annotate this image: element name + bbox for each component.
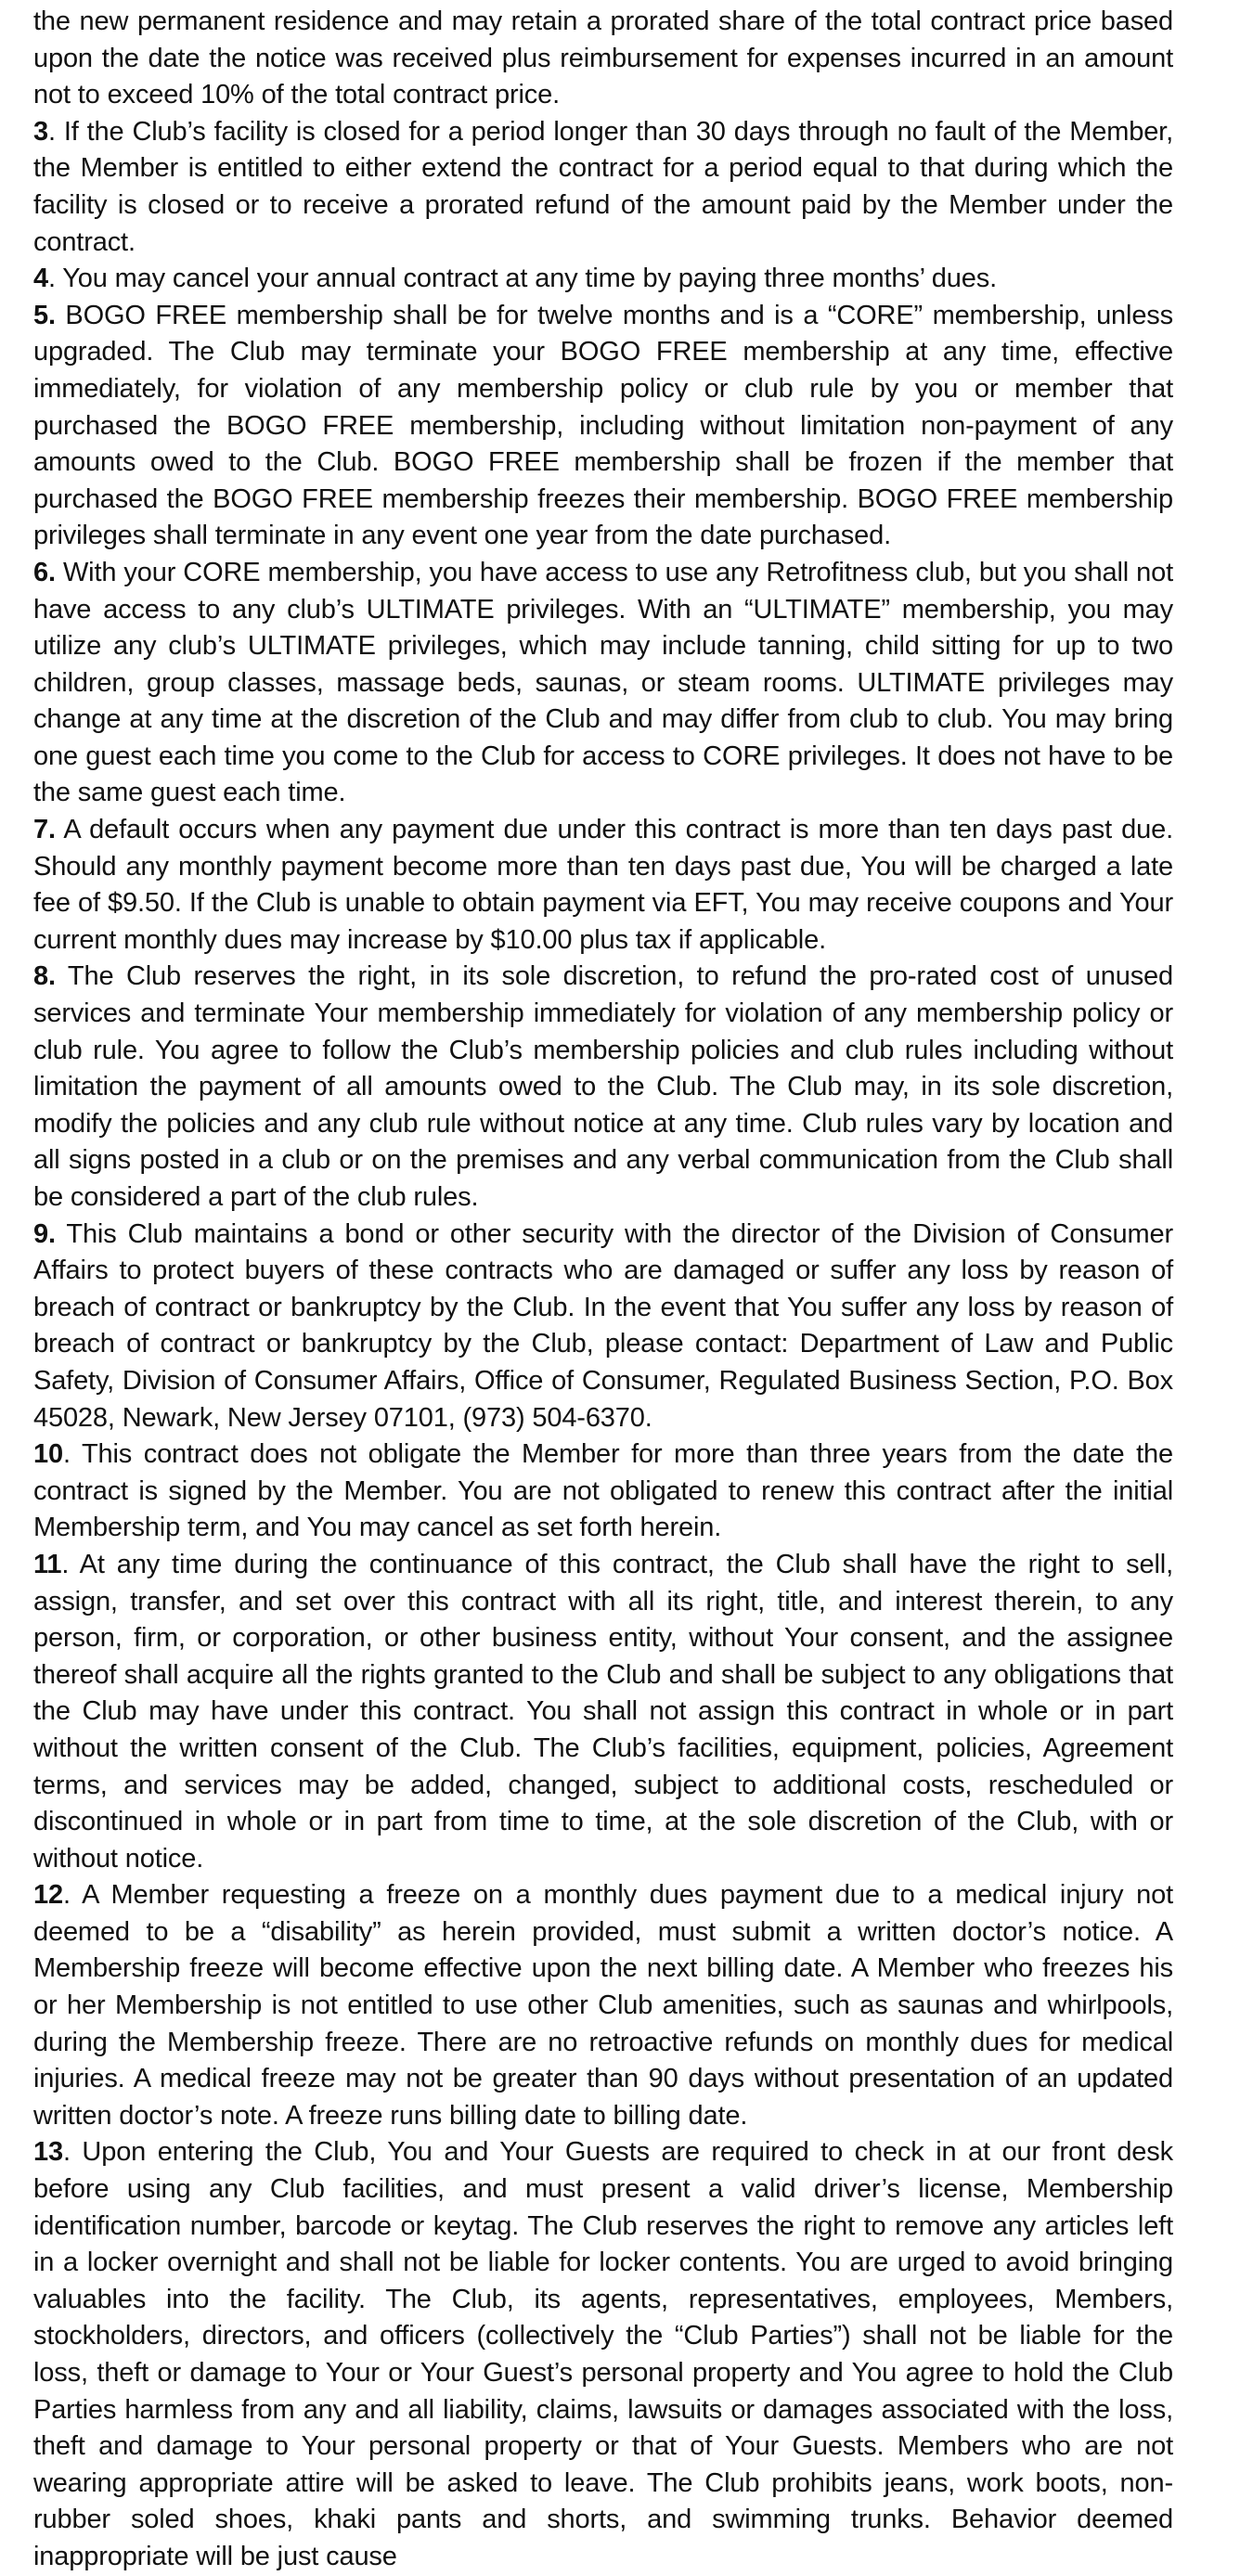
paragraph-text: This Club maintains a bond or other security with the director of the Division of Consumer Affairs to protect buyers of these contracts who are damaged or suffer any loss by reason of breach of contract or bankruptcy by the Club. In the event that You suffer any loss by reason of breach of contract or bankruptcy by the Club, please contact: Department of Law and Public Safety, Division of Consumer Affairs, Office of Consumer, Regulated Business Section, P.O. Box 45028, Newark, New Jersey 07101, (973) 504-6370.: [33, 1218, 1173, 1433]
paragraph-text: . You may cancel your annual contract at any time by paying three months’ dues.: [47, 264, 997, 294]
paragraph-3: [33, 114, 1173, 261]
paragraph-13: [33, 2134, 1173, 2575]
paragraph-text: . This contract does not obligate the Member for more than three years from the date the contract is signed by the Member. You are not obligated to renew this contract after the initial Membership term, and You may cancel as set forth herein.: [33, 1439, 1173, 1543]
paragraph-number: 9.: [33, 1218, 56, 1249]
paragraph-number: 3: [33, 116, 48, 147]
paragraph-number: 8.: [33, 961, 56, 992]
paragraph-number: 10: [33, 1439, 63, 1470]
paragraph-number: 5.: [33, 300, 56, 330]
paragraph-4: [33, 261, 1173, 298]
paragraph-number: 4: [33, 264, 48, 294]
paragraph-text: A default occurs when any payment due under this contract is more than ten days past due. Should any monthly payment become more than ten days past due, You will be charged a late fee of $9.50. If the Club is unable to obtain payment via EFT, You may receive coupons and Your current monthly dues may increase by $10.00 plus tax if applicable.: [33, 815, 1173, 955]
paragraph-number: 13: [33, 2137, 63, 2168]
paragraph-text: . At any time during the continuance of this contract, the Club shall have the right to sell, assign, transfer, and set over this contract with all its right, title, and interest therein, to any person, firm, or corporation, or other business entity, without Your consent, and the assignee thereof shall acquire all the rights granted to the Club and shall be subject to any obligations that the Club may have under this contract. You shall not assign this contract in whole or in part without the written consent of the Club. The Club’s facilities, equipment, policies, Agreement terms, and services may be added, changed, subject to additional costs, rescheduled or discontinued in whole or in part from time to time, at the sole discretion of the Club, with or without notice.: [33, 1549, 1173, 1874]
paragraph-text: . Upon entering the Club, You and Your Guests are required to check in at our front desk before using any Club facilities, and must present a valid driver’s license, Membership identification number, barcode or keytag. The Club reserves the right to remove any articles left in a locker overnight and shall not be liable for locker contents. You are urged to avoid bringing valuables into the facility. The Club, its agents, representatives, employees, Members, stockholders, directors, and officers (collectively the “Club Parties”) shall not be liable for the loss, theft or damage to Your or Your Guest’s personal property and You agree to hold the Club Parties harmless from any and all liability, claims, lawsuits or damages associated with the loss, theft and damage to Your personal property or that of Your Guests. Members who are not wearing appropriate attire will be asked to leave. The Club prohibits jeans, work boots, non-rubber soled shoes, khaki pants and shorts, and swimming trunks. Behavior deemed inappropriate will be just cause: [33, 2137, 1173, 2571]
paragraph-7: [33, 812, 1173, 959]
paragraph-8: [33, 959, 1173, 1216]
paragraph-number: 7.: [33, 815, 56, 845]
paragraph-text: The Club reserves the right, in its sole discretion, to refund the pro-rated cost of unused services and terminate Your membership immediately for violation of any membership policy or club rule. You agree to follow the Club’s membership policies and club rules including without limitation the payment of all amounts owed to the Club. The Club may, in its sole discretion, modify the policies and any club rule without notice at any time. Club rules vary by location and all signs posted in a club or on the premises and any verbal communication from the Club shall be considered a part of the club rules.: [33, 961, 1173, 1212]
paragraph-text: . If the Club’s facility is closed for a period longer than 30 days through no fault of the Member, the Member is entitled to either extend the contract for a period equal to that during which the facility is closed or to receive a prorated refund of the amount paid by the Member under the contract.: [33, 116, 1173, 257]
paragraph-text: BOGO FREE membership shall be for twelve months and is a “CORE” membership, unless upgraded. The Club may terminate your BOGO FREE membership at any time, effective immediately, for violation of any membership policy or club rule by you or member that purchased the BOGO FREE membership, including without limitation non-payment of any amounts owed to the Club. BOGO FREE membership shall be frozen if the member that purchased the BOGO FREE membership freezes their membership. BOGO FREE membership privileges shall terminate in any event one year from the date purchased.: [33, 300, 1173, 551]
paragraph-11: [33, 1547, 1173, 1877]
paragraph-continuation: [33, 4, 1173, 114]
paragraph-text: the new permanent residence and may retain a prorated share of the total contract price based upon the date the notice was received plus reimbursement for expenses incurred in an amount not to exceed 10% of the total contract price.: [33, 6, 1173, 110]
paragraph-10: [33, 1436, 1173, 1547]
paragraph-number: 11: [33, 1549, 62, 1579]
paragraph-12: [33, 1877, 1173, 2134]
paragraph-5: [33, 298, 1173, 555]
paragraph-text: . A Member requesting a freeze on a monthly dues payment due to a medical injury not deemed to be a “disability” as herein provided, must submit a written doctor’s notice. A Membership freeze will become effective upon the next billing date. A Member who freezes his or her Membership is not entitled to use other Club amenities, such as saunas and whirlpools, during the Membership freeze. There are no retroactive refunds on monthly dues for medical injuries. A medical freeze may not be greater than 90 days without presentation of an updated written doctor’s note. A freeze runs billing date to billing date.: [33, 1880, 1173, 2131]
contract-terms-page: [33, 4, 1173, 2576]
paragraph-6: [33, 555, 1173, 812]
paragraph-text: With your CORE membership, you have access to use any Retrofitness club, but you shall not have access to any club’s ULTIMATE privileges. With an “ULTIMATE” membership, you may utilize any club’s ULTIMATE privileges, which may include tanning, child sitting for up to two children, group classes, massage beds, saunas, or steam rooms. ULTIMATE privileges may change at any time at the discretion of the Club and may differ from club to club. You may bring one guest each time you come to the Club for access to CORE privileges. It does not have to be the same guest each time.: [33, 557, 1173, 808]
paragraph-9: [33, 1217, 1173, 1437]
paragraph-number: 6.: [33, 557, 56, 587]
paragraph-number: 12: [33, 1880, 63, 1911]
